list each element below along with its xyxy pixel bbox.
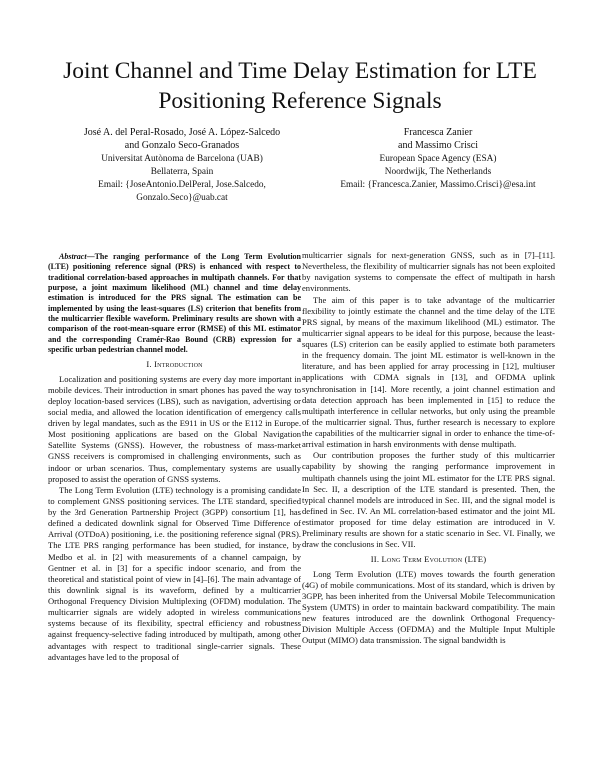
email-line-1: Email: {JoseAntonio.DelPeral, Jose.Salcedo, — [98, 179, 266, 190]
body-paragraph: multicarrier signals for next-generation GNSS, such as in [7]–[11]. Nevertheless, the flexibility of multicarrier signals has not been exploited by navigation systems to compensate the effect of multipath in harsh environments. — [302, 250, 555, 294]
author-block-uab — [62, 126, 302, 205]
abstract-text: —The ranging performance of the Long Term Evolution (LTE) positioning reference signal (PRS) is enhanced with respect to traditional correlation-based approaches in multipath channels. For that purpose, a joint maximum likelihood (ML) channel and time delay estimation is introduced for the PRS signal. The estimation can be implemented by using the least-squares (LS) criterion that benefits from the multicarrier flexible waveform. Preliminary results are shown with a comparison of the root-mean-square error (RMSE) of this ML estimator and the corresponding Cramér-Rao Bound (CRB) expression for a specific urban pedestrian channel model. — [48, 252, 301, 355]
abstract-label: Abstract — [59, 252, 87, 261]
title-line-2: Positioning Reference Signals — [158, 88, 442, 114]
body-paragraph: Localization and positioning systems are every day more important in mobile devices. Their introduction in smart phones has paved the way to deploy location-based services (LBS), such as navigation, advertising or social media, and allowed the location identification of emergency calls driven by legal mandates, such as the E911 in US or the E112 in Europe. Most positioning applications are based on the Global Navigation Satellite Systems (GNSS). However, the robustness of mass-market GNSS receivers is compromised in challenging environments, such as indoor or urban scenarios. Thus, complementary systems are usually proposed to assist the operation of GNSS systems. — [48, 373, 301, 484]
title-line-1: Joint Channel and Time Delay Estimation for LTE — [63, 58, 537, 84]
right-column — [302, 250, 555, 646]
author-names-line-1: José A. del Peral-Rosado, José A. López-Salcedo — [83, 127, 281, 138]
author-names-line-1: Francesca Zanier — [403, 127, 473, 138]
affiliation: Universitat Autònoma de Barcelona (UAB) — [101, 153, 263, 164]
email-line-2: Gonzalo.Seco}@uab.cat — [136, 192, 228, 203]
paper-title — [40, 56, 560, 116]
body-paragraph: The Long Term Evolution (LTE) technology is a promising candidate to complement GNSS positioning services. The LTE standard, specified by the 3rd Generation Partnership Project (3GPP) consortium [1], has defined a dedicated downlink signal for Observed Time Difference of Arrival (OTDoA) positioning, i.e. the positioning reference signal (PRS). The LTE PRS ranging performance has been studied, for instance, by Medbo et al. in [2] with measurements of a channel campaign, by Gentner et al. in [3] for a specific indoor scenario, and from the theoretical and statistical point of view in [4]–[6]. The main advantage of this downlink signal is its waveform, defined by a multicarrier Orthogonal Frequency Division Multiplexing (OFDM) modulation. The multicarrier signals are widely adopted in wireless communications systems because of its flexibility, spectral efficiency and robustness against frequency-selective fading introduced by multipath, among other advantages with respect to traditional single-carrier signals. These advantages have led to the proposal of — [48, 484, 301, 662]
author-block-esa — [318, 126, 558, 192]
email-line-1: Email: {Francesca.Zanier, Massimo.Crisci}@esa.int — [340, 179, 536, 190]
body-paragraph: Our contribution proposes the further study of this multicarrier capability by showing the ranging performance improvement in multipath channels using the joint ML estimator for the LTE PRS signal. In Sec. II, a description of the LTE standard is presented. Then, the typical channel models are introduced in Sec. III, and the signal model is defined in Sec. IV. An ML correlation-based estimator and the joint ML estimator proposed for time delay estimation are introduced in V. Preliminary results are shown for a static scenario in Sec. VI. Finally, we draw the conclusions in Sec. VII. — [302, 450, 555, 550]
author-names-line-2: and Massimo Crisci — [398, 140, 478, 152]
body-paragraph: Long Term Evolution (LTE) moves towards the fourth generation (4G) of mobile communications. Most of its standard, which is driven by 3GPP, has been inherited from the Universal Mobile Telecommunication System (UMTS) in order to maintain backward compatibility. The main new features introduced are the downlink Orthogonal Frequency-Division Multiple Access (OFDMA) and the Multiple Input Multiple Output (MIMO) data transmission. The signal bandwidth is — [302, 568, 555, 646]
left-column — [48, 252, 301, 663]
location: Noordwijk, The Netherlands — [384, 166, 492, 177]
author-names-line-2: and Gonzalo Seco-Granados — [124, 140, 240, 152]
location: Bellaterra, Spain — [150, 166, 214, 177]
section-heading-introduction: I. Introduction — [146, 359, 203, 370]
body-paragraph: The aim of this paper is to take advantage of the multicarrier flexibility to jointly estimate the channel and the time delay of the LTE PRS signal, by means of the maximum likelihood (ML) estimator. The multicarrier signal appears to be ideal for this purpose, because the least-squares (LS) criterion can be easily applied to estimate both parameters in the frequency domain. The joint ML estimator is well-known in the literature, and has been applied for array processing in [12], multiuser applications with CDMA signals in [13], and OFDMA uplink synchronisation in [14]. More recently, a joint channel estimation and data detection approach has been implemented in [15] to reduce the multipath interference in cellular networks, but only using the preamble of the multicarrier signal. Thus, further research is necessary to explore the capabilities of the multicarrier signal in order to enhance the time-of-arrival estimation in harsh environments with dense multipath. — [302, 294, 555, 450]
section-heading-lte: II. Long Term Evolution (LTE) — [370, 554, 487, 565]
abstract — [48, 252, 301, 355]
affiliation: European Space Agency (ESA) — [379, 153, 497, 164]
